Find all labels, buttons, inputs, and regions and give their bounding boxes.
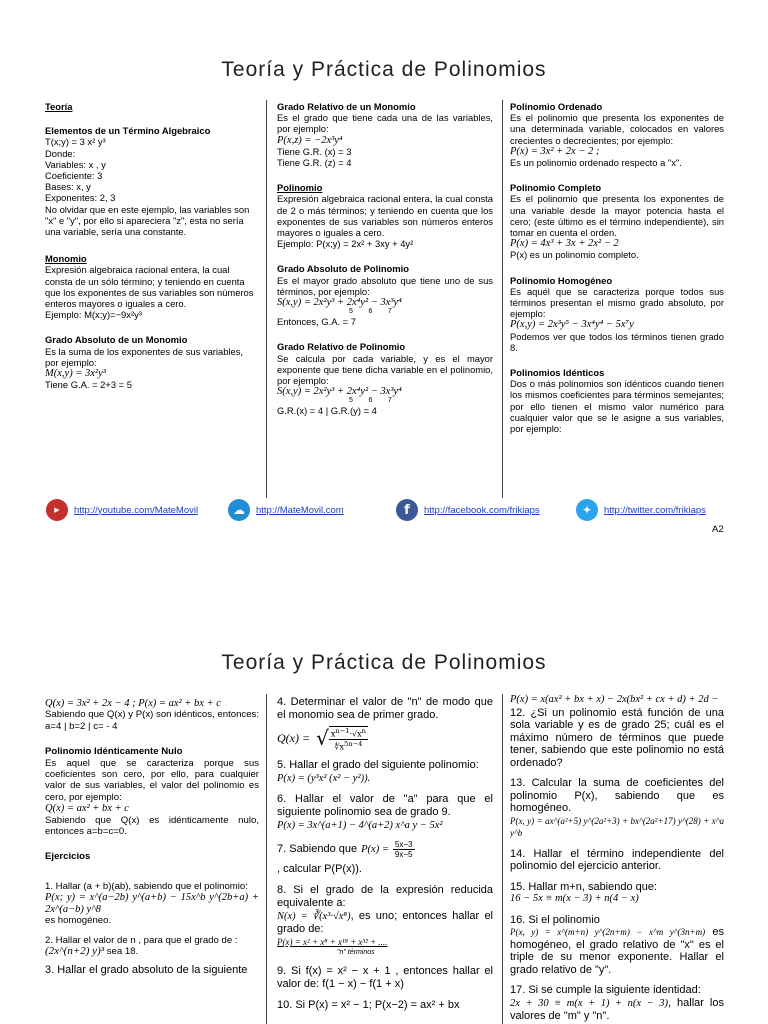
example: Ejemplo: M(x;y)=−9x²y³ [45,309,142,321]
facebook-link[interactable] [396,499,540,521]
section-heading: Ejercicios [45,851,91,863]
youtube-url[interactable]: http://youtube.com/MateMovil [74,504,199,516]
youtube-icon: ▶ [46,499,68,521]
paragraph: Es el grado que tiene cada una de las variables, por ejemplo: [277,112,493,135]
paragraph: Es el polinomio que presenta los exponentes de una determinada variable, colocados en valores crecientes o decrecientes; por ejemplo: [510,112,724,146]
youtube-link[interactable] [46,499,198,521]
exercise-text: 14. Hallar el término independiente del polinomio del ejercicio anterior. [510,847,724,872]
fraction: $\frac{5x-3}{9x-5}$ [394,840,413,860]
exercise-text: , es uno; entonces hallar el grado de: [277,910,494,936]
text-line: T(x;y) = 3 x² y³ [45,136,106,148]
cloud-icon: ☁ [228,499,250,521]
text-line: Bases: x, y [45,181,91,193]
exercise-text: 16. Si el polinomio [510,913,600,926]
twitter-icon: ✦ [576,499,598,521]
formula: P(x; y) = x^(a−2b) y^(a+b) − 15x^b y^(2b+a) + 2x^(a−b) y^8 [45,892,259,915]
exercise-text: 3. Hallar el grado absoluto de la siguiente [45,964,248,977]
theory-column-3 [510,101,724,434]
exercise-text: 9. Si f(x) = x² − x + 1 , entonces hallar el valor de: f(1 − x) − f(1 + x) [277,965,493,991]
exercise-text: 6. Hallar el valor de "a" para que el siguiente polinomio sea de grado 9. [277,793,493,819]
formula: M(x,y) = 3x²y³ [45,368,106,380]
website-link[interactable] [228,499,344,521]
section-heading: Grado Relativo de un Monomio [277,101,416,112]
formula: Q(x) = [277,731,311,746]
exercise-text: 1. Hallar (a + b)(ab), sabiendo que el polinomio: [45,880,248,892]
formula: (2x^(n+2) y)³ [45,944,105,957]
formula: 2x + 30 ≡ m(x + 1) + n(x − 3) [510,997,668,1009]
section-heading: Polinomio Completo [510,182,602,194]
exercise-text: 10. Si P(x) = x² − 1; P(x−2) = ax² + bx [277,999,460,1012]
column-divider [266,694,267,1024]
formula: P(x) = 4x³ + 3x + 2x² − 2 [510,238,619,250]
section-heading: Polinomios Idénticos [510,367,605,379]
exercise-text: 4. Determinar el valor de "n" de modo que el monomio sea de primer grado. [277,696,493,721]
page-number: A2 [712,524,724,535]
facebook-url[interactable]: http://facebook.com/frikiaps [424,504,540,516]
paragraph: Se calcula por cada variable, y es el mayor exponente que tiene dicha variable en el polinomio, por ejemplo: [277,352,493,387]
theory-column-2 [277,101,493,417]
section-heading: Grado Absoluto de un Monomio [45,334,188,346]
exercise-text: , hallar los valores de "m" y "n". [510,996,724,1022]
exercise-text: es homogéneo, el grado relativo de "x" es el triple de su menor exponente. Hallar el grado relativo de "y". [510,926,724,976]
paragraph: Dos o más polinomios son idénticos cuando tienen los mismos coeficientes para términos semejantes; por ello tienen el mismo valor numérico para cualquier valor que se le asigne a sus variables, por ejemplo: [510,378,724,435]
social-links-bar [0,499,768,523]
page-title: Teoría y Práctica de Polinomios [221,58,547,81]
formula: S(x,y) = 2x²y³ + 2x⁴y² − 3x³y⁴ [277,297,402,309]
exercise-text: , calcular P(P(x)). [277,863,362,876]
column-divider [502,100,503,498]
formula: Q(x) = ax² + bx + c [45,803,129,815]
facebook-icon: f [396,499,418,521]
degree-labels: 5 6 7 [349,397,392,405]
section-heading: Elementos de un Término Algebraico [45,125,211,137]
section-heading: Monomio [45,253,87,265]
formula: P(x,y) = 2x³y⁵ − 3x⁴y⁴ − 5x⁷y [510,319,634,331]
twitter-url[interactable]: http://twitter.com/frikiaps [604,504,706,516]
formula: P(x) = (y³x² (x² − y²)). [277,773,371,785]
formula: P(x) = [361,844,389,856]
formula: P(x) = 3x² + 2x − 2 ; [510,145,600,157]
exercise-text: 17. Si se cumple la siguiente identidad: [510,984,701,996]
formula: 16 − 5x ≡ m(x − 3) + n(4 − x) [510,893,639,904]
formula: P(x, y) = x^(m+n) y^(2n+m) − x^m y^(3n+m) [510,927,706,937]
text-line: Podemos ver que todos los términos tienen grado 8. [510,330,724,353]
formula: S(x,y) = 2x²y³ + 2x⁴y² − 3x³y⁴ [277,386,402,398]
exercise-text: 13. Calcular la suma de coeficientes del polinomio P(x), sabiendo que es homogéneo. [510,777,724,814]
text-line: Es un polinomio ordenado respecto a "x". [510,157,682,169]
paragraph: Expresión algebraica racional entera, la cual consta de 2 o más términos; y teniendo en cuenta que los exponentes de sus variables son números enteros mayores o iguales a cero. [277,193,493,239]
text-line: es homogéneo. [45,915,112,927]
section-heading: Grado Relativo de Polinomio [277,341,406,353]
theory-column-1 [45,101,257,390]
exercise-column-1 [45,698,259,977]
formula: P(x) = x(ax² + bx + x) − 2x(bx² + cx + d) + 2d − [510,694,719,705]
text-line: Variables: x , y [45,158,106,170]
example: Ejemplo: P(x;y) = 2x² + 3xy + 4y² [277,238,414,250]
radical-expression: √ $\frac{x^{n-1}\cdot√x^n}{∜x^{5n-4}}$ [316,726,366,752]
formula: Q(x) = 3x² + 2x − 4 ; P(x) = ax² + bx + c [45,698,221,709]
paragraph: No olvidar que en este ejemplo, las variables son "x" e "y", por ello si apareciera "z", esta no sería una variable, sería una constante. [45,203,250,238]
column-divider [502,694,503,1024]
text-line: Exponentes: 2, 3 [45,192,116,204]
formula: P(x) = 3x^(a+1) − 4^(a+2) x^a y − 5x² [277,820,443,832]
paragraph: Es aquél que se caracteriza porque todos sus términos presentan el mismo grado absoluto, por ejemplo: [510,285,724,320]
text-line: Entonces, G.A. = 7 [277,316,356,328]
text-line: Tiene G.R. (x) = 3 [277,145,352,157]
paragraph: Es la suma de los exponentes de sus variables, por ejemplo: [45,345,244,368]
exercise-text: 5. Hallar el grado del siguiente polinomio: [277,759,479,772]
exercise-column-2 [277,696,493,1012]
section-heading: Polinomio Ordenado [510,101,603,112]
text-line: Coeficiente: 3 [45,170,103,182]
formula: P(x, y) = ax^(a²+5) y^(2a²+3) + bx^(2a²+17) y^(28) + x^a y^b [510,815,724,838]
exercise-text: 12. ¿Si un polinomio está función de una sola variable y es de grado 25; cuál es el máximo número de términos que puede tener, sabiendo que este polinomio no está ordenado? [510,706,724,769]
formula: P(x) = x² + x⁸ + x¹⁸ + x³² + .... [277,937,388,948]
page-title: Teoría y Práctica de Polinomios [221,651,547,674]
website-url[interactable]: http://MateMovil.com [256,504,344,516]
exercise-text: 7. Sabiendo que [277,843,358,856]
exercise-text: 2. Hallar el valor de n , para que el grado de : [45,934,238,946]
section-heading: Grado Absoluto de Polinomio [277,263,409,275]
section-heading: Teoría [45,101,73,112]
twitter-link[interactable] [576,499,706,521]
exercise-column-3 [510,694,724,1023]
paragraph: Es aquel que se caracteriza porque sus coeficientes son cero, por ello, para cualquier valor de sus variables, el valor del polinomio es cero, por ejemplo: [45,757,259,803]
column-divider [266,100,267,498]
section-heading: Polinomio Homogéneo [510,274,613,286]
formula-note: "n" términos [337,949,375,957]
text-line: P(x) es un polinomio completo. [510,249,639,261]
paragraph: Sabiendo que Q(x) es idénticamente nulo, entonces a=b=c=0. [45,814,259,838]
paragraph: Es el polinomio que presenta los exponentes de una variable desde la mayor potencia hasta el cero; (este último es el término independiente), sin tomar en cuenta el orden. [510,193,724,239]
text-line: Tiene G.R. (z) = 4 [277,157,352,169]
paragraph: Es el mayor grado absoluto que tiene uno de sus términos, por ejemplo: [277,274,493,297]
section-heading: Polinomio Idénticamente Nulo [45,746,183,758]
text-line: G.R.(x) = 4 | G.R.(y) = 4 [277,405,377,417]
degree-labels: 5 6 7 [349,308,392,316]
text-line: Donde: [45,147,76,159]
paragraph: Sabiendo que Q(x) y P(x) son idénticos, entonces: a=4 | b=2 | c= - 4 [45,709,259,732]
paragraph: Expresión algebraica racional entera, la cual consta de un sólo término; y teniendo en cuenta que los exponentes de sus variables son números enteros mayores o iguales a cero. [45,264,254,310]
formula: P(x,z) = −2x³y⁴ [277,134,343,146]
exercise-text: 15. Hallar m+n, sabiendo que: [510,880,658,893]
formula: N(x) = ∛(x³·√x⁸) [277,911,351,923]
text-line: sea 18. [106,945,139,957]
text-line: Tiene G.A. = 2+3 = 5 [45,379,132,391]
section-heading: Polinomio [277,182,323,194]
exercise-text: 8. Si el grado de la expresión reducida equivalente a: [277,884,493,910]
